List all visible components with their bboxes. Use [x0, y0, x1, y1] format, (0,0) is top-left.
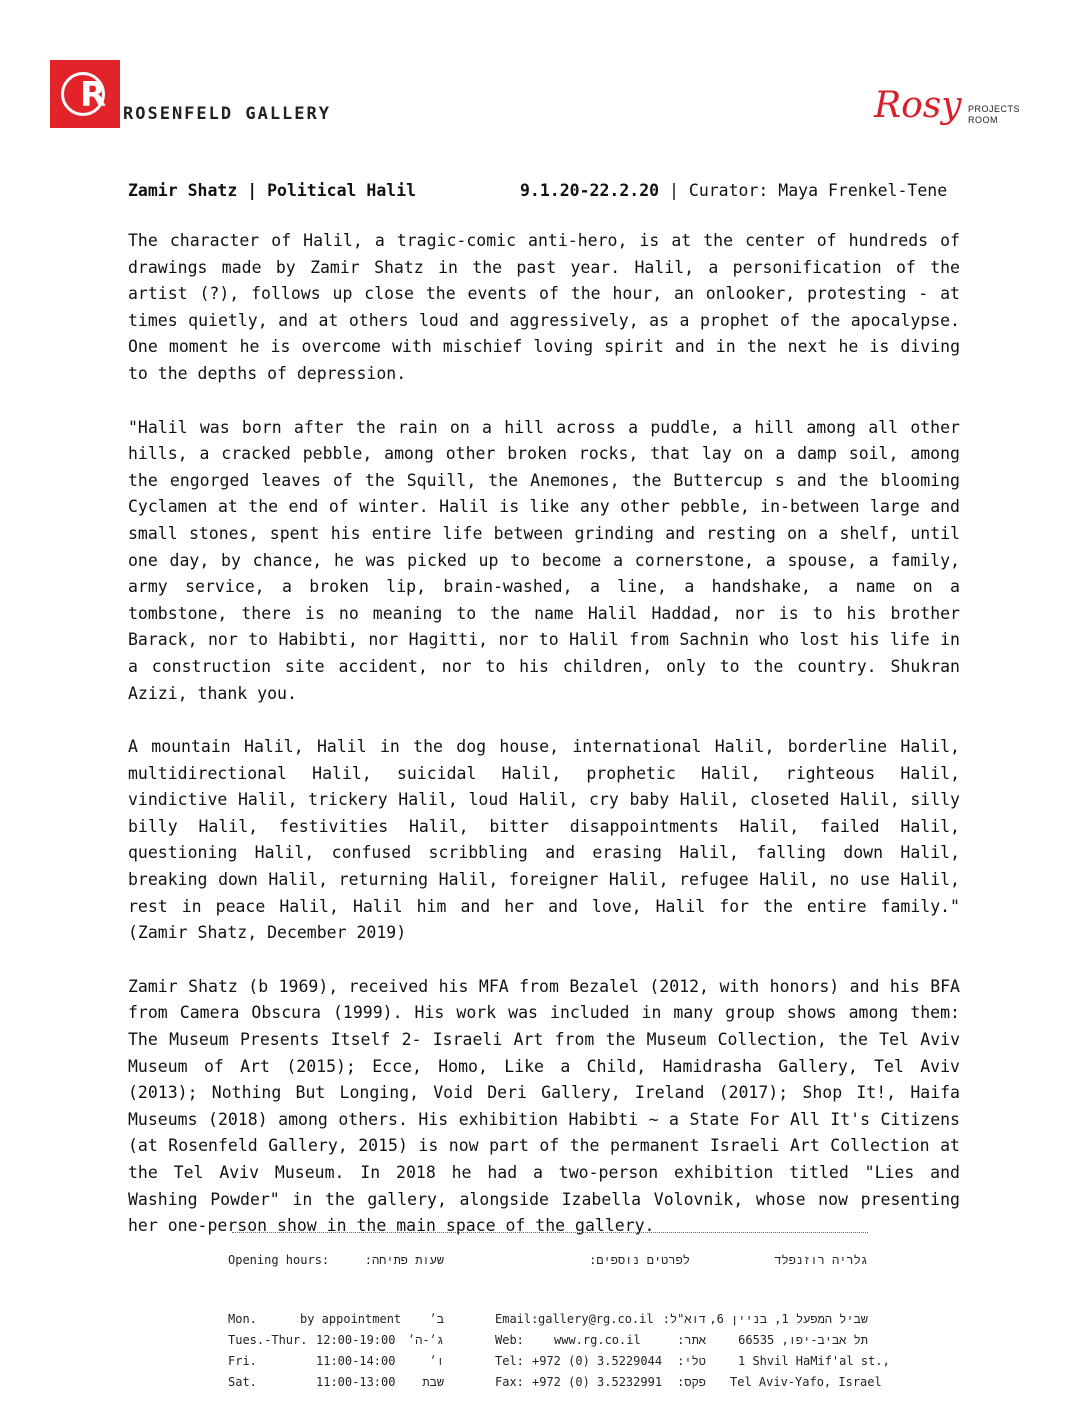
- hours-label: Opening hours:: [228, 1253, 330, 1267]
- contact-label-he: אתר:: [677, 1333, 706, 1347]
- contact-label: Email:: [495, 1312, 539, 1326]
- hours-time: 12:00-19:00: [316, 1333, 396, 1347]
- email-link[interactable]: gallery@rg.co.il: [538, 1312, 654, 1326]
- contact-label-he: טלי:: [677, 1354, 706, 1368]
- contact-label-he: פקס:: [677, 1375, 706, 1389]
- paragraph: A mountain Halil, Halil in the dog house, international Halil, borderline Halil, multidirectional Halil, suicidal Halil, prophetic Halil, righteous Halil, vindictive Halil, trickery Halil, loud Halil, cry baby Halil, closeted Halil, silly billy Halil, festivities Halil, bitter disappointments Halil, failed Halil, questioning Halil, confused scribbling and erasing Halil, falling down Halil, breaking down Halil, returning Halil, foreigner Halil, refugee Halil, no use Halil, rest in peace Halil, Halil him and her and love, Halil for the entire family." (Zamir Shatz, December 2019): [128, 737, 960, 943]
- phone-number: +972 (0) 3.5229044: [532, 1354, 663, 1368]
- paragraph: Zamir Shatz (b 1969), received his MFA from Bezalel (2012, with honors) and his BFA from Camera Obscura (1999). His work was included in many group shows among them: The Museum Presents Itself 2- Israeli Art from the Museum Collection, the Tel Aviv Museum of Art (2015); Ecce, Homo, Like a Child, Hamidrasha Gallery, Tel Aviv (2013); Nothing But Longing, Void Deri Gallery, Ireland (2017); Shop It!, Haifa Museums (2018) among others. His exhibition Habibti ~ a State For All It's Citizens (at Rosenfeld Gallery, 2015) is now part of the permanent Israeli Art Collection at the Tel Aviv Museum. In 2018 he had a two-person exhibition titled "Lies and Washing Powder" in the gallery, alongside Izabella Volovnik, whose now presenting her one-person show in the main space of the gallery.: [128, 976, 960, 1236]
- hours-time: 11:00-13:00: [316, 1375, 396, 1389]
- rosy-subtitle: PROJECTS ROOM: [968, 104, 1021, 125]
- hours-day: Mon.: [228, 1312, 257, 1326]
- gallery-name-he: גלריה רוזנפלד: [774, 1253, 868, 1267]
- gallery-name: ROSENFELD GALLERY: [123, 104, 331, 124]
- hours-day-he: ג׳-ה׳: [407, 1333, 444, 1347]
- fax-number: +972 (0) 3.5232991: [532, 1375, 663, 1389]
- footer-divider: [232, 1232, 868, 1233]
- hours-day: Tues.-Thur.: [228, 1333, 308, 1347]
- curator: | Curator: Maya Frenkel-Tene: [669, 181, 948, 200]
- address-line: 1 Shvil HaMif'al st.,: [738, 1354, 890, 1368]
- hours-label-he: שעות פתיחה:: [364, 1253, 444, 1267]
- web-link[interactable]: www.rg.co.il: [554, 1333, 641, 1347]
- hours-day-he: ו׳: [429, 1354, 444, 1368]
- hours-time: by appointment: [300, 1312, 402, 1326]
- contact-label: Fax:: [495, 1375, 524, 1389]
- gallery-logo: [50, 60, 120, 128]
- hours-day-he: ב׳: [429, 1312, 444, 1326]
- logo-letter: R: [80, 75, 107, 115]
- address-line: שביל המפעל 1, בניין 6,: [709, 1312, 868, 1326]
- hours-time: 11:00-14:00: [316, 1354, 396, 1368]
- exhibition-title: Zamir Shatz | Political Halil: [128, 181, 417, 200]
- paragraph: "Halil was born after the rain on a hill across a puddle, a hill among all other hills, a cracked pebble, among other broken rocks, that lay on a damp soil, among the engorged leaves of the Squill, the Anemones, the Buttercup s and the blooming Cyclamen at the end of winter. Halil is like any other pebble, in-between large and small stones, spent his entire life between grinding and resting on a shelf, until one day, by chance, he was picked up to become a cornerstone, a spouse, a family, army service, a broken lip, brain-washed, a line, a handshake, a name on a tombstone, there is no meaning to the name Halil Haddad, nor is to his brother Barack, nor to Habibti, nor Hagitti, nor to Halil from Sachnin who lost his life in a construction site accident, nor to his children, only to the country. Shukran Azizi, thank you.: [128, 417, 960, 703]
- exhibition-dates-curator: [520, 181, 947, 200]
- contact-label: Web:: [495, 1333, 524, 1347]
- address-line: Tel Aviv-Yafo, Israel: [730, 1375, 882, 1389]
- contact-label: Tel:: [495, 1354, 524, 1368]
- contact-label-he: דוא"ל:: [662, 1312, 706, 1326]
- address-line: תל אביב-יפו, 66535: [738, 1333, 868, 1347]
- press-release-body: [128, 228, 960, 1267]
- rosy-logo: Rosy: [874, 85, 962, 126]
- hours-day-he: שבת: [422, 1375, 444, 1389]
- hours-day: Sat.: [228, 1375, 257, 1389]
- exhibition-dates: 9.1.20-22.2.20: [520, 181, 660, 200]
- details-label-he: לפרטים נוספים:: [589, 1253, 690, 1267]
- paragraph: The character of Halil, a tragic-comic anti-hero, is at the center of hundreds of drawings made by Zamir Shatz in the past year. Halil, a personification of the artist (?), follows up close the events of the hour, an onlooker, protesting - at times quietly, and at others loud and aggressively, as a prophet of the apocalypse. One moment he is overcome with mischief loving spirit and in the next he is diving to the depths of depression.: [128, 231, 960, 383]
- hours-day: Fri.: [228, 1354, 257, 1368]
